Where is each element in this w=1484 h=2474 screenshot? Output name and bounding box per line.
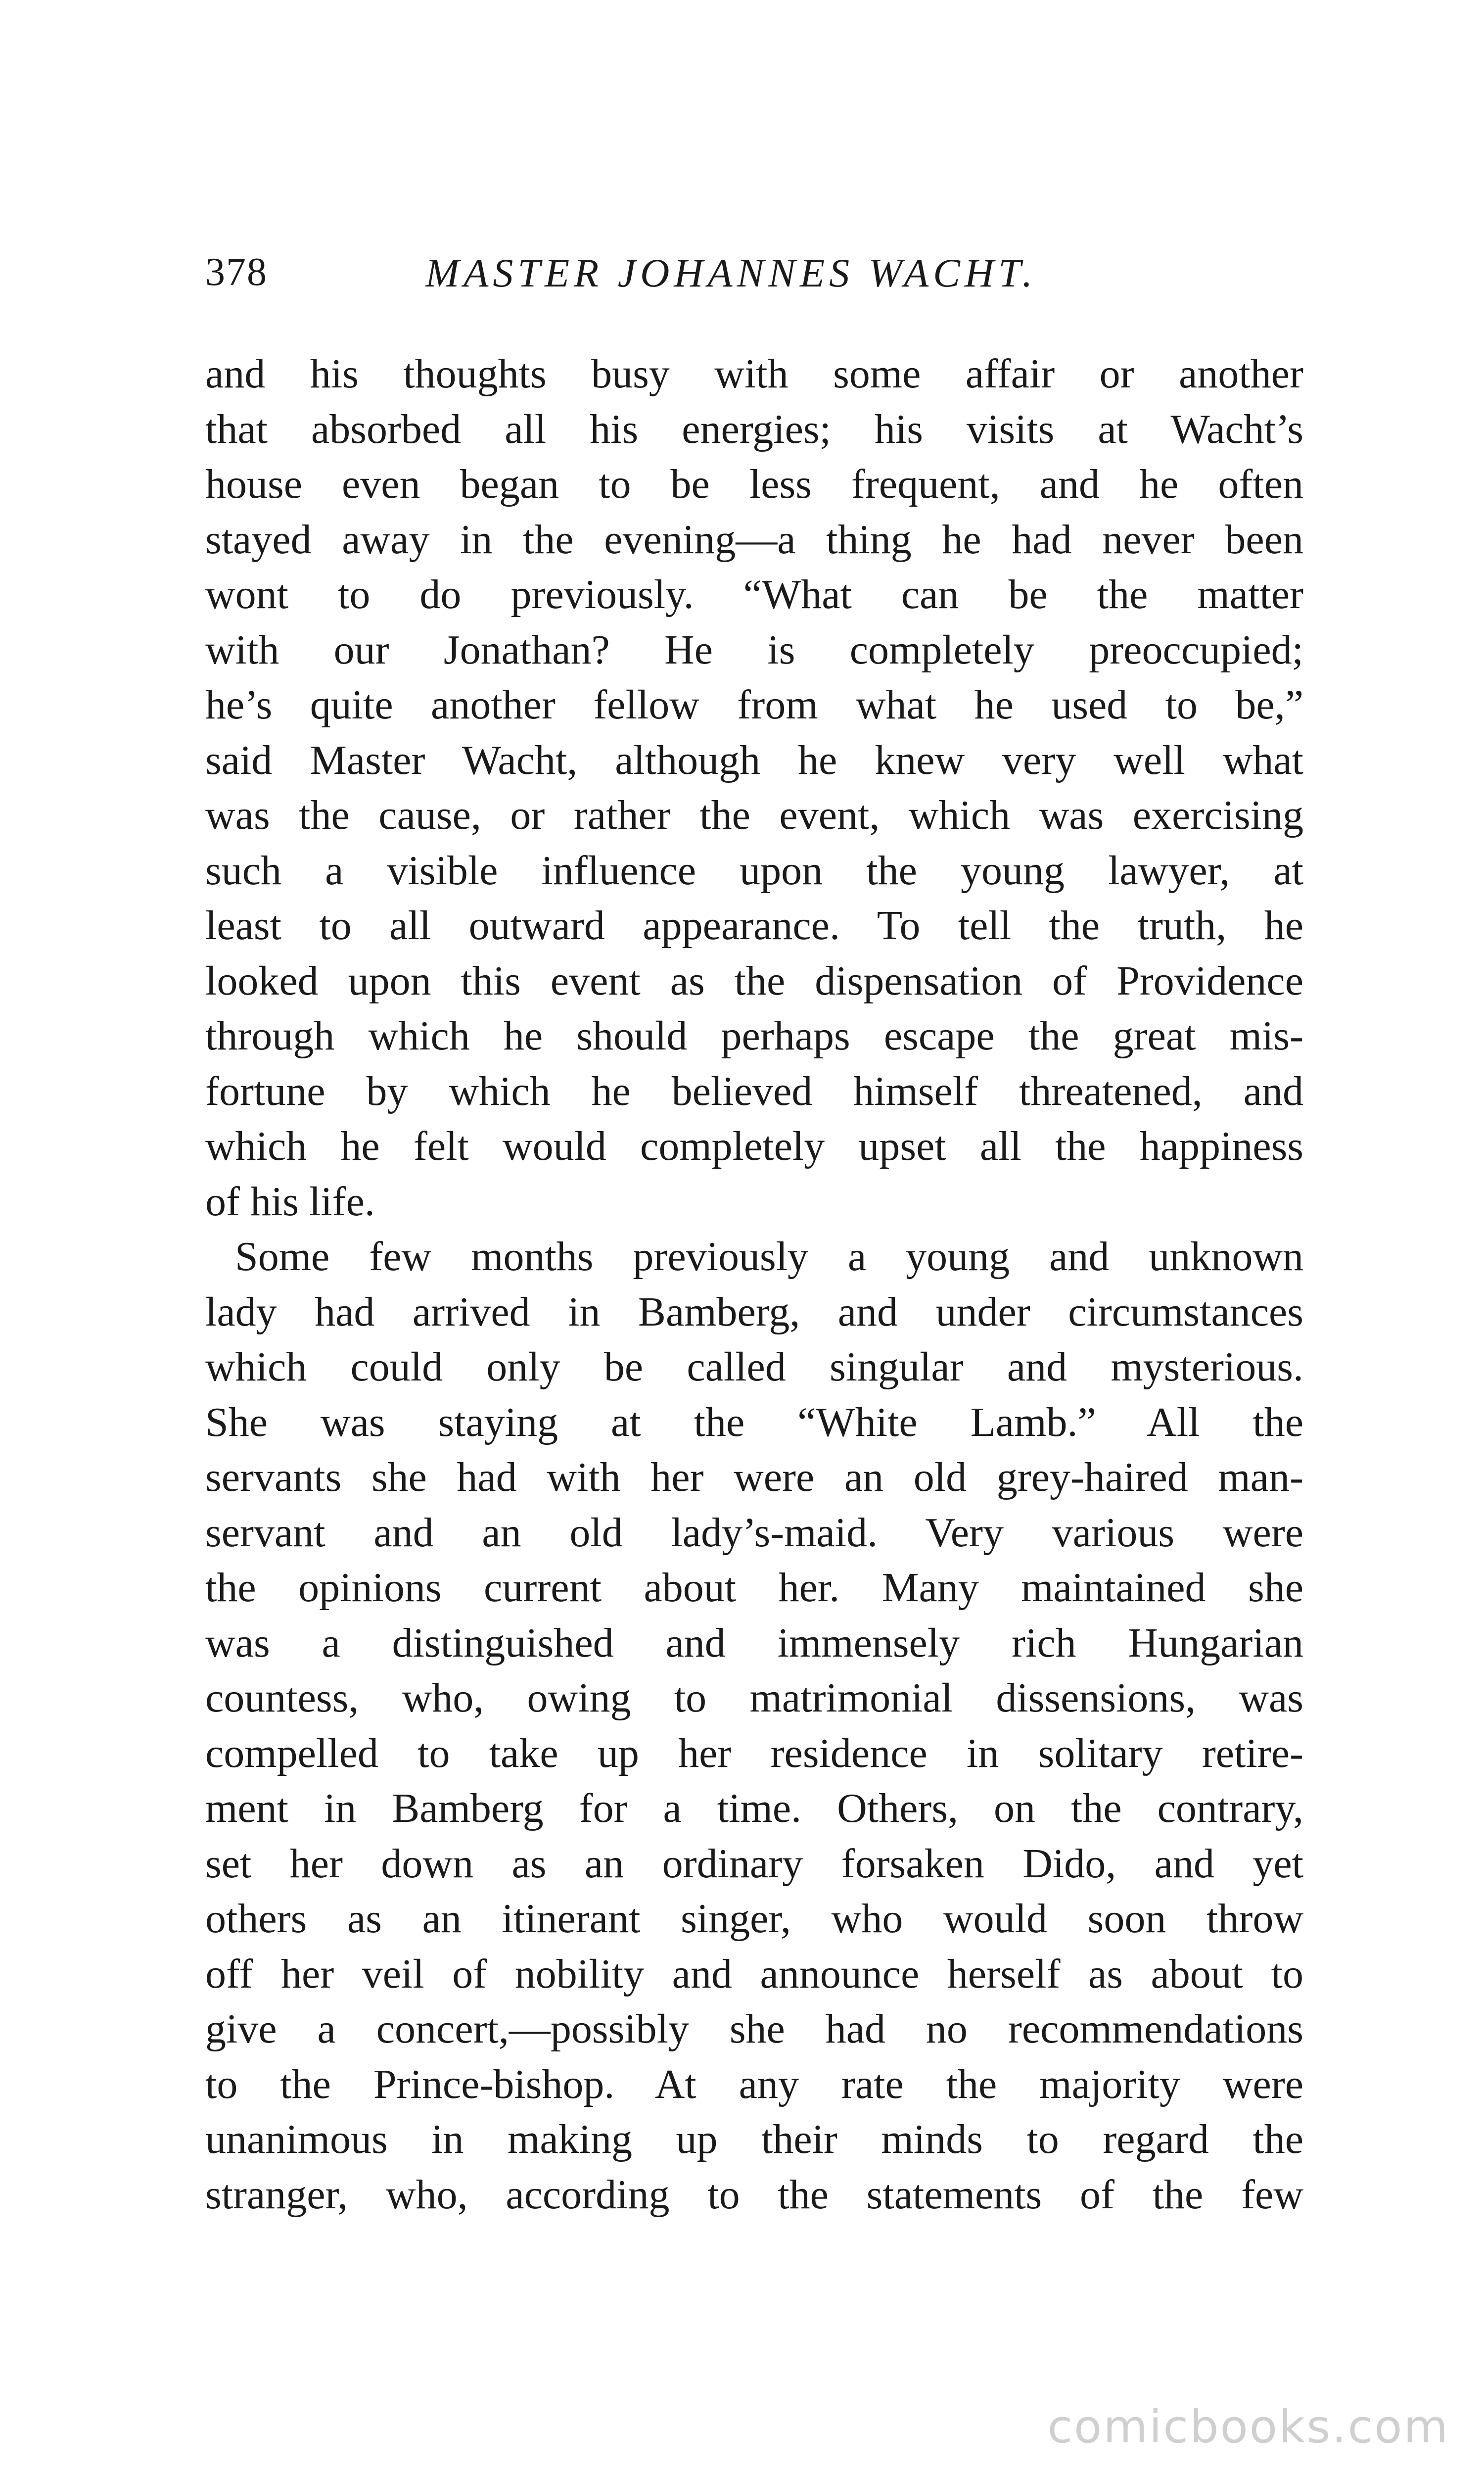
text-line: stayed away in the evening—a thing he had never been — [205, 516, 1303, 563]
text-line: which he felt would completely upset all the happiness — [205, 1123, 1303, 1169]
text-line: wont to do previously. “What can be the matter — [205, 571, 1303, 618]
watermark: comicbooks.com — [1047, 2400, 1449, 2453]
text-line: set her down as an ordinary forsaken Dido, and yet — [205, 1840, 1303, 1887]
text-line: to the Prince-bishop. At any rate the majority were — [205, 2061, 1303, 2107]
paragraph-2 — [205, 1229, 1303, 2222]
text-line: countess, who, owing to matrimonial dissensions, was — [205, 1675, 1303, 1721]
text-line: that absorbed all his energies; his visits at Wacht’s — [205, 406, 1303, 452]
text-line: unanimous in making up their minds to regard the — [205, 2116, 1303, 2162]
text-line: servants she had with her were an old grey-haired man- — [205, 1454, 1303, 1500]
text-line: looked upon this event as the dispensation of Providence — [205, 957, 1303, 1004]
text-line: of his life. — [205, 1178, 375, 1225]
text-line: compelled to take up her residence in solitary retire- — [205, 1730, 1303, 1776]
page-header — [205, 250, 1303, 304]
text-line: through which he should perhaps escape the great mis- — [205, 1013, 1303, 1059]
text-line: such a visible influence upon the young lawyer, at — [205, 847, 1303, 894]
paragraph-1 — [205, 346, 1303, 1229]
text-line: least to all outward appearance. To tell the truth, he — [205, 903, 1303, 949]
text-line: others as an itinerant singer, who would soon throw — [205, 1896, 1303, 1942]
text-line: fortune by which he believed himself threatened, and — [205, 1068, 1303, 1114]
text-line: She was staying at the “White Lamb.” All the — [205, 1399, 1303, 1445]
text-line: said Master Wacht, although he knew very well what — [205, 737, 1303, 783]
text-line: off her veil of nobility and announce herself as about to — [205, 1951, 1303, 1997]
text-line: servant and an old lady’s-maid. Very various were — [205, 1509, 1303, 1556]
text-line: lady had arrived in Bamberg, and under circumstances — [205, 1288, 1303, 1335]
text-line: stranger, who, according to the statements of the few — [205, 2171, 1303, 2218]
body-text — [205, 346, 1303, 2222]
text-line: he’s quite another fellow from what he used to be,” — [205, 682, 1303, 728]
page-number: 378 — [205, 250, 268, 294]
running-title: MASTER JOHANNES WACHT. — [425, 250, 1037, 295]
text-line: which could only be called singular and mysterious. — [205, 1344, 1303, 1390]
text-line: Some few months previously a young and unknown — [235, 1234, 1303, 1280]
text-line: was the cause, or rather the event, which was exercising — [205, 792, 1303, 838]
text-line: ment in Bamberg for a time. Others, on the contrary, — [205, 1785, 1303, 1831]
text-line: and his thoughts busy with some affair or another — [205, 351, 1303, 397]
text-line: give a concert,—possibly she had no recommendations — [205, 2006, 1303, 2052]
text-line: the opinions current about her. Many maintained she — [205, 1565, 1303, 1611]
text-line: house even began to be less frequent, and he often — [205, 461, 1303, 507]
text-line: was a distinguished and immensely rich Hungarian — [205, 1619, 1303, 1666]
text-line: with our Jonathan? He is completely preoccupied; — [205, 626, 1303, 673]
